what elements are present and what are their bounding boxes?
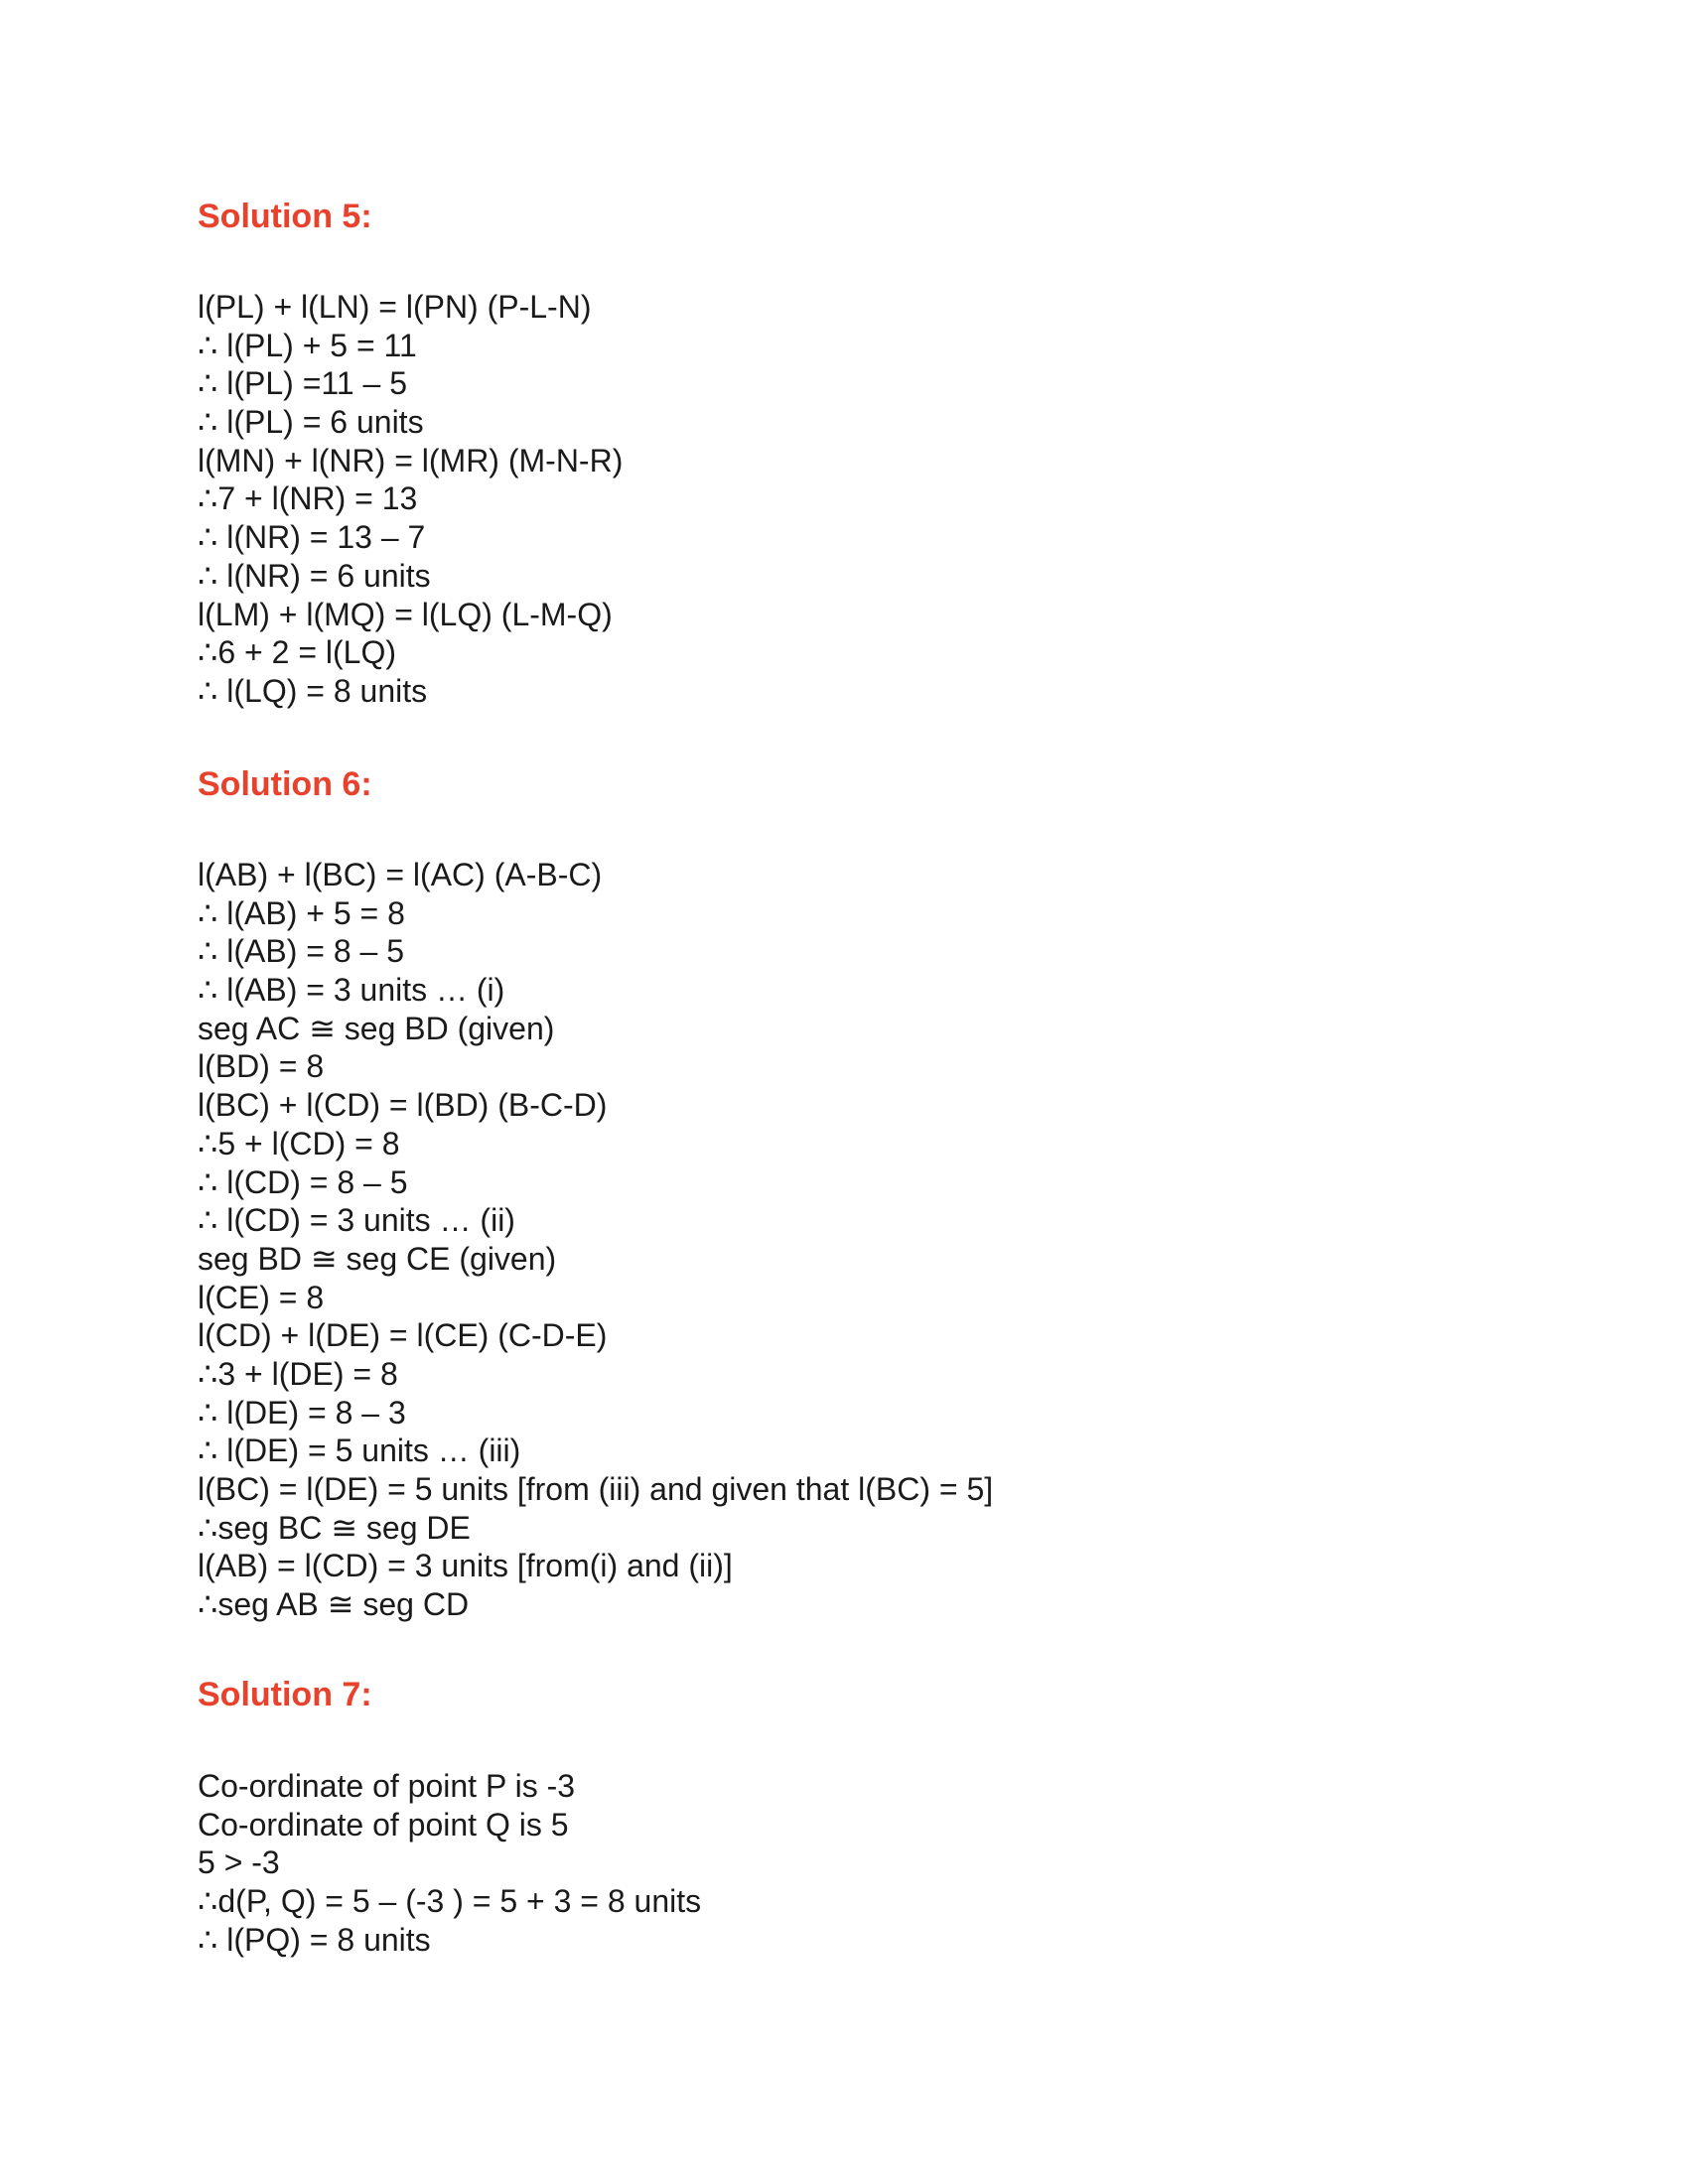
solution-6-step: ∴ l(CD) = 3 units … (ii) xyxy=(198,1202,515,1239)
solution-5-step: ∴ l(NR) = 6 units xyxy=(198,557,431,594)
solution-6-step: ∴seg AB ≅ seg CD xyxy=(198,1586,470,1623)
solution-6-step: ∴ l(DE) = 5 units … (iii) xyxy=(198,1433,521,1469)
solution-6-step: l(CD) + l(DE) = l(CE) (C-D-E) xyxy=(198,1317,608,1354)
solution-7-step: ∴d(P, Q) = 5 – (-3 ) = 5 + 3 = 8 units xyxy=(198,1883,702,1920)
solution-6-steps xyxy=(198,856,993,1624)
solution-6-step: ∴ l(AB) = 8 – 5 xyxy=(198,933,404,970)
solution-6-step: ∴ l(DE) = 8 – 3 xyxy=(198,1394,406,1431)
solution-6-step: l(BC) = l(DE) = 5 units [from (iii) and given that l(BC) = 5] xyxy=(198,1471,994,1507)
solution-5-heading: Solution 5: xyxy=(198,198,372,235)
solution-7-step: ∴ l(PQ) = 8 units xyxy=(198,1921,431,1958)
solution-6-step: l(AB) = l(CD) = 3 units [from(i) and (ii)] xyxy=(198,1548,733,1584)
solution-6-step: ∴ l(AB) + 5 = 8 xyxy=(198,894,405,931)
solution-7-step: 5 > -3 xyxy=(198,1844,280,1881)
solution-7-step: Co-ordinate of point P is -3 xyxy=(198,1768,576,1804)
solution-5-step: ∴7 + l(NR) = 13 xyxy=(198,480,418,517)
solution-5-step: ∴6 + 2 = l(LQ) xyxy=(198,634,396,671)
solution-6-step: l(CE) = 8 xyxy=(198,1279,325,1315)
solution-6-step: ∴ l(CD) = 8 – 5 xyxy=(198,1163,408,1200)
solution-6-step: seg AC ≅ seg BD (given) xyxy=(198,1010,555,1046)
solution-7-heading: Solution 7: xyxy=(198,1676,372,1713)
solution-5-step: ∴ l(PL) =11 – 5 xyxy=(198,365,407,402)
solution-5-step: ∴ l(LQ) = 8 units xyxy=(198,672,428,709)
solution-6-step: seg BD ≅ seg CE (given) xyxy=(198,1240,557,1277)
solution-6-step: ∴3 + l(DE) = 8 xyxy=(198,1355,398,1392)
solution-5-step: ∴ l(PL) + 5 = 11 xyxy=(198,327,417,363)
solution-6-step: l(AB) + l(BC) = l(AC) (A-B-C) xyxy=(198,857,603,892)
solution-6-step: ∴ l(AB) = 3 units … (i) xyxy=(198,972,505,1009)
solution-6-step: ∴seg BC ≅ seg DE xyxy=(198,1509,471,1546)
solution-5-steps xyxy=(198,288,623,711)
solution-6-step: l(BD) = 8 xyxy=(198,1048,325,1085)
solution-5-step: l(MN) + l(NR) = l(MR) (M-N-R) xyxy=(198,442,624,478)
solution-6-step: l(BC) + l(CD) = l(BD) (B-C-D) xyxy=(198,1087,608,1124)
solution-5-step: ∴ l(PL) = 6 units xyxy=(198,404,424,441)
solution-6-step: ∴5 + l(CD) = 8 xyxy=(198,1125,400,1161)
solution-5-step: l(PL) + l(LN) = l(PN) (P-L-N) xyxy=(198,289,592,325)
solution-7-steps xyxy=(198,1767,701,1959)
solution-5-step: l(LM) + l(MQ) = l(LQ) (L-M-Q) xyxy=(198,596,613,632)
solution-6-heading: Solution 6: xyxy=(198,765,372,803)
solution-5-step: ∴ l(NR) = 13 – 7 xyxy=(198,519,426,556)
solution-7-step: Co-ordinate of point Q is 5 xyxy=(198,1806,569,1843)
